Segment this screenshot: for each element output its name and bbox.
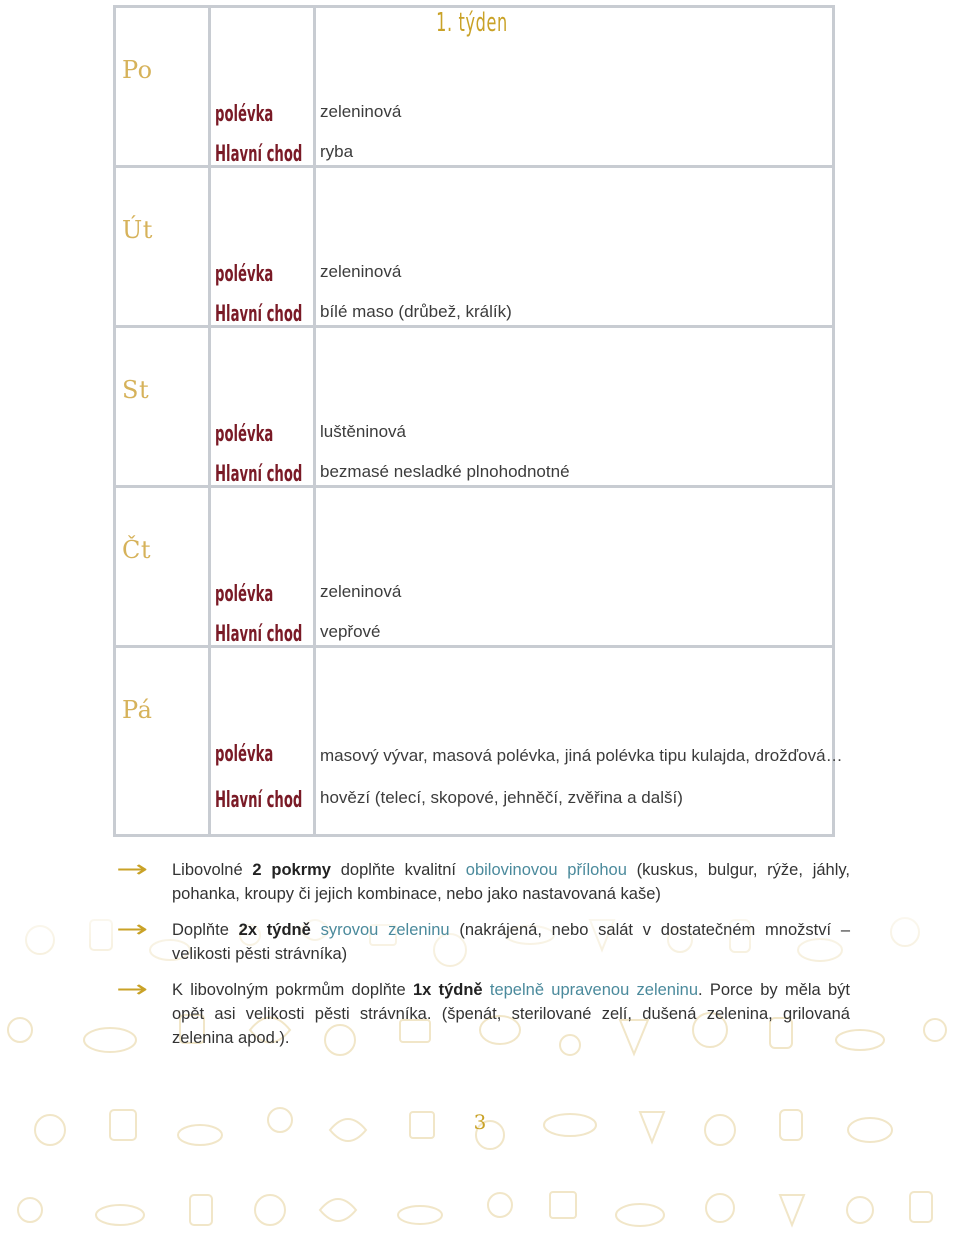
day-name: Čt [122,536,152,564]
main-course-value: ryba [320,142,354,161]
note-text-part: . Porce by měla být opět asi velikosti pěsti strávníka. (špenát, sterilované zelí, dušená zelenina, grilovaná zelenina apod.). [172,981,851,1047]
note-item [116,975,851,1050]
day-row-pa [115,647,834,836]
day-name: Po [122,56,153,84]
day-row-ct [115,487,834,647]
day-name: Pá [122,696,153,724]
note-highlight: obilovinovou přílohou [465,861,627,879]
arrow-right-icon: → [116,915,149,943]
day-row-ut [115,167,834,327]
day-row-po [115,7,834,167]
day-row-st [115,327,834,487]
soup-value: luštěninová [320,422,407,441]
note-emphasis: 1x týdně [412,981,483,999]
main-course-value: bezmasé nesladké plnohodnotné [320,462,570,481]
soup-label: polévka [215,262,274,287]
main-course-label: Hlavní chod [215,302,303,327]
note-text-part: (nakrájená, nebo salát v dostatečném množství – velikosti pěsti strávníka) [172,921,850,963]
soup-label: polévka [215,742,274,767]
main-course-value: bílé maso (drůbež, králík) [320,302,512,321]
note-text-part: Libovolné [172,861,253,879]
page-number: 3 [473,1110,487,1134]
note-text-part: (kuskus, bulgur, rýže, jáhly, pohanka, kroupy či jejich kombinace, nebo jako nastavovaná kaše) [172,861,850,903]
soup-label: polévka [215,102,274,127]
main-course-value: hovězí (telecí, skopové, jehněčí, zvěřina a další) [320,788,683,807]
note-item [116,855,850,906]
note-text-part: Doplňte [172,921,239,939]
note-text [172,978,850,1050]
main-course-label: Hlavní chod [215,462,303,487]
note-highlight: syrovou zeleninu [320,921,450,939]
arrow-right-icon: → [116,975,149,1003]
note-text-part: doplňte kvalitní [330,861,466,879]
main-course-label: Hlavní chod [215,622,303,647]
main-course-label: Hlavní chod [215,142,303,167]
note-text-part [483,981,490,999]
note-text-part: K libovolným pokrmům doplňte [172,981,413,999]
soup-label: polévka [215,422,274,447]
soup-value: zeleninová [320,102,402,121]
arrow-right-icon: → [116,855,149,883]
note-text [172,858,850,906]
soup-value: masový vývar, masová polévka, jiná polévka tipu kulajda, drožďová… [320,746,843,765]
note-emphasis: 2 pokrmy [252,861,331,879]
note-highlight: tepelně upravenou zeleninu [489,981,699,999]
soup-label: polévka [215,582,274,607]
page-title: 1. týden [436,8,508,38]
note-item [116,915,850,966]
main-course-label: Hlavní chod [215,788,303,813]
soup-value: zeleninová [320,262,402,281]
note-emphasis: 2x týdně [238,921,311,939]
day-name: Út [122,216,153,244]
weekly-menu-table [113,5,843,837]
note-text [172,918,850,966]
soup-value: zeleninová [320,582,402,601]
notes-list [116,855,851,1062]
day-name: St [122,376,150,404]
main-course-value: vepřové [320,622,381,641]
note-text-part [311,921,321,939]
